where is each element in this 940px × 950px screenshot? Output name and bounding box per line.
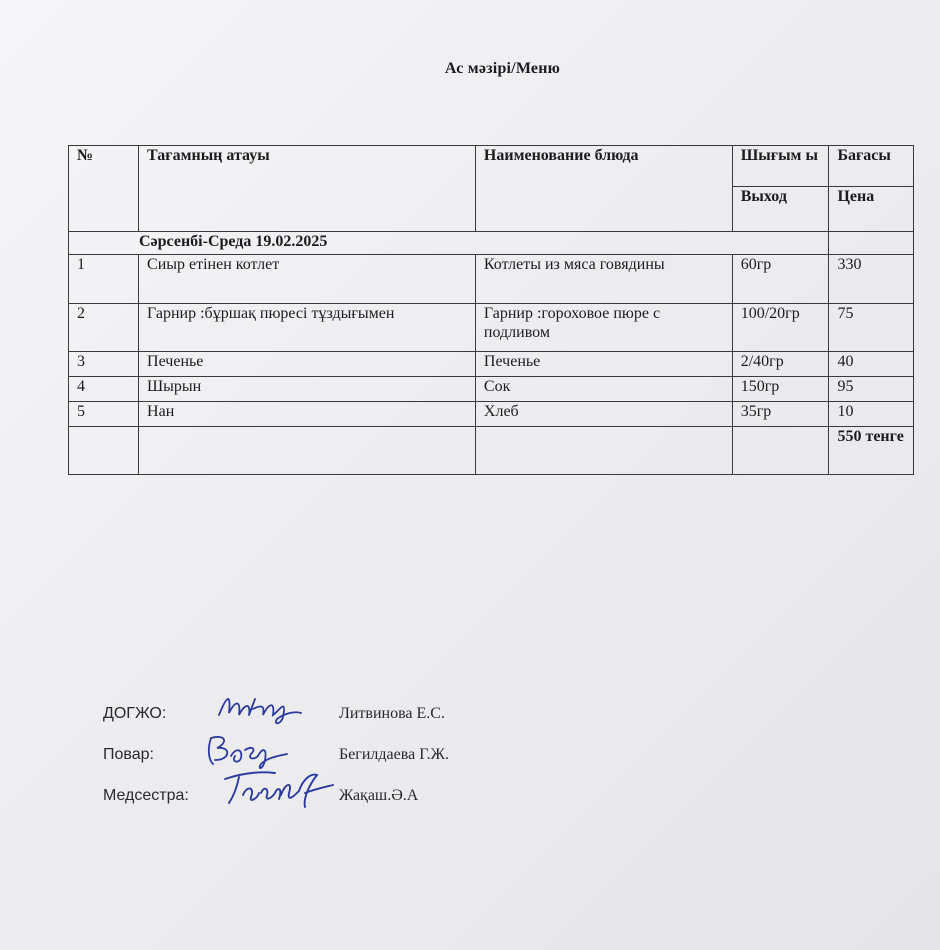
row-name-ru: Печенье — [475, 352, 732, 377]
signature-name: Жақаш.Ә.А — [339, 787, 419, 804]
table-row — [69, 352, 914, 377]
row-output: 100/20гр — [732, 304, 829, 352]
total-row — [69, 427, 914, 475]
signature-row-director — [103, 705, 523, 746]
total-empty-cell — [732, 427, 829, 475]
signature-row-nurse — [103, 787, 523, 828]
handwritten-signature-icon — [219, 765, 337, 811]
header-price-kk: Бағасы — [829, 146, 914, 187]
signature-name: Бегилдаева Г.Ж. — [339, 746, 449, 763]
menu-table — [68, 145, 914, 475]
signature-name: Литвинова Е.С. — [339, 705, 445, 722]
row-name-ru: Хлеб — [475, 402, 732, 427]
row-name-kk: Сиыр етінен котлет — [139, 255, 476, 304]
row-output: 2/40гр — [732, 352, 829, 377]
signature-role: ДОГЖО: — [103, 705, 167, 722]
row-price: 10 — [829, 402, 914, 427]
row-name-ru: Гарнир :гороховое пюре с подливом — [475, 304, 732, 352]
row-number: 3 — [69, 352, 139, 377]
row-output: 150гр — [732, 377, 829, 402]
header-number: № — [69, 146, 139, 232]
row-price: 75 — [829, 304, 914, 352]
day-row — [69, 232, 914, 255]
signature-role: Повар: — [103, 746, 154, 763]
signatures-block — [103, 705, 523, 828]
row-number: 5 — [69, 402, 139, 427]
document-title: Ас мәзірі/Меню — [444, 60, 561, 77]
header-name-ru: Наименование блюда — [475, 146, 732, 232]
handwritten-signature-icon — [215, 689, 305, 729]
row-name-kk: Нан — [139, 402, 476, 427]
header-output-ru: Выход — [732, 187, 829, 232]
row-name-kk: Печенье — [139, 352, 476, 377]
day-label: Сәрсенбі-Среда 19.02.2025 — [69, 232, 829, 255]
row-name-ru: Сок — [475, 377, 732, 402]
row-name-ru: Котлеты из мяса говядины — [475, 255, 732, 304]
table-row — [69, 255, 914, 304]
day-row-empty-cell — [829, 232, 914, 255]
row-name-kk: Шырын — [139, 377, 476, 402]
row-output: 60гр — [732, 255, 829, 304]
table-row — [69, 402, 914, 427]
row-number: 2 — [69, 304, 139, 352]
total-empty-cell — [139, 427, 476, 475]
header-price-ru: Цена — [829, 187, 914, 232]
total-empty-cell — [475, 427, 732, 475]
row-price: 95 — [829, 377, 914, 402]
row-price: 40 — [829, 352, 914, 377]
row-number: 1 — [69, 255, 139, 304]
header-output-kk: Шығым ы — [732, 146, 829, 187]
row-output: 35гр — [732, 402, 829, 427]
table-row — [69, 304, 914, 352]
table-header-row — [69, 146, 914, 187]
total-empty-cell — [69, 427, 139, 475]
header-name-kk: Тағамның атауы — [139, 146, 476, 232]
total-price: 550 тенге — [829, 427, 914, 475]
row-number: 4 — [69, 377, 139, 402]
signature-role: Медсестра: — [103, 787, 189, 804]
row-name-kk: Гарнир :бұршақ пюресі тұздығымен — [139, 304, 476, 352]
row-price: 330 — [829, 255, 914, 304]
table-row — [69, 377, 914, 402]
handwritten-signature-icon — [201, 730, 291, 770]
